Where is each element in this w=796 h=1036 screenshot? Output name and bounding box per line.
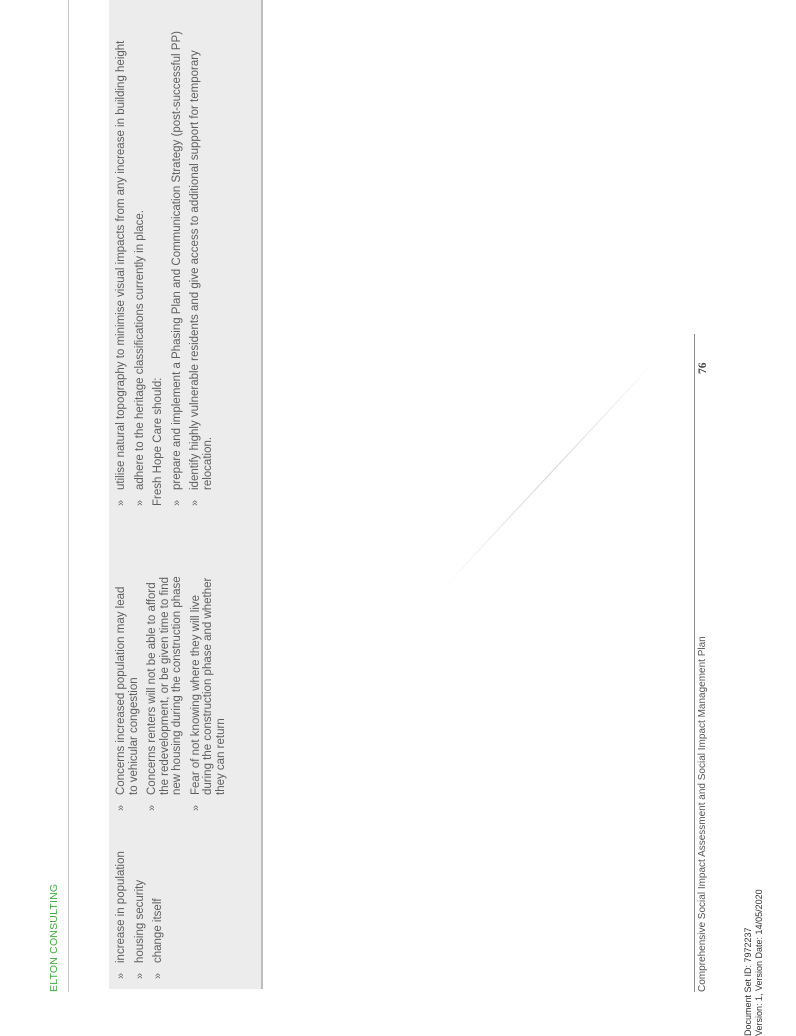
issues-column: [115, 839, 171, 979]
list-item: » adhere to the heritage classifications currently in place.: [133, 210, 146, 506]
list-item: » prepare and implement a Phasing Plan and Communication Strategy (post-successful PP): [170, 31, 183, 506]
list-item: » identify highly vulnerable residents and give access to additional support for temporary relocation.: [189, 50, 214, 506]
chevron-right-icon: »: [146, 804, 158, 811]
list-item: » Concerns increased population may lead to vehicular congestion: [115, 586, 140, 811]
responses-column: [115, 6, 220, 506]
chevron-right-icon: »: [115, 804, 127, 811]
list-item: » housing security: [133, 879, 146, 979]
header-rule: [68, 0, 69, 992]
chevron-right-icon: »: [189, 499, 201, 506]
chevron-right-icon: »: [152, 972, 164, 979]
responder-heading: Fresh Hope Care should:: [152, 377, 164, 506]
chevron-right-icon: »: [115, 499, 127, 506]
watermark-line: [440, 357, 659, 592]
footer-rule: [694, 334, 695, 992]
chevron-right-icon: »: [133, 499, 146, 506]
document-set-id: Document Set ID: 7972237: [743, 927, 753, 1036]
document-info: [743, 889, 764, 1036]
impact-table-row: [109, 0, 263, 989]
list-item: » Concerns renters will not be able to afford the redevelopment, or be given time to find new housing during the construction phase: [146, 576, 183, 811]
footer-title: Comprehensive Social Impact Assessment and Social Impact Management Plan: [697, 636, 708, 992]
list-item: » increase in population: [115, 851, 127, 979]
chevron-right-icon: »: [189, 804, 202, 811]
document-version: Version: 1, Version Date: 14/05/2020: [753, 889, 764, 1036]
list-item: » change itself: [152, 898, 164, 979]
concerns-column: [115, 575, 233, 811]
list-item: » Fear of not knowing where they will live during the construction phase and whether they can return: [189, 577, 227, 811]
list-item: » utilise natural topography to minimise visual impacts from any increase in building height: [115, 40, 127, 506]
chevron-right-icon: »: [133, 972, 146, 979]
chevron-right-icon: »: [115, 972, 127, 979]
page-number: 76: [697, 362, 709, 374]
brand-header: ELTON CONSULTING: [48, 883, 60, 992]
chevron-right-icon: »: [170, 499, 183, 506]
